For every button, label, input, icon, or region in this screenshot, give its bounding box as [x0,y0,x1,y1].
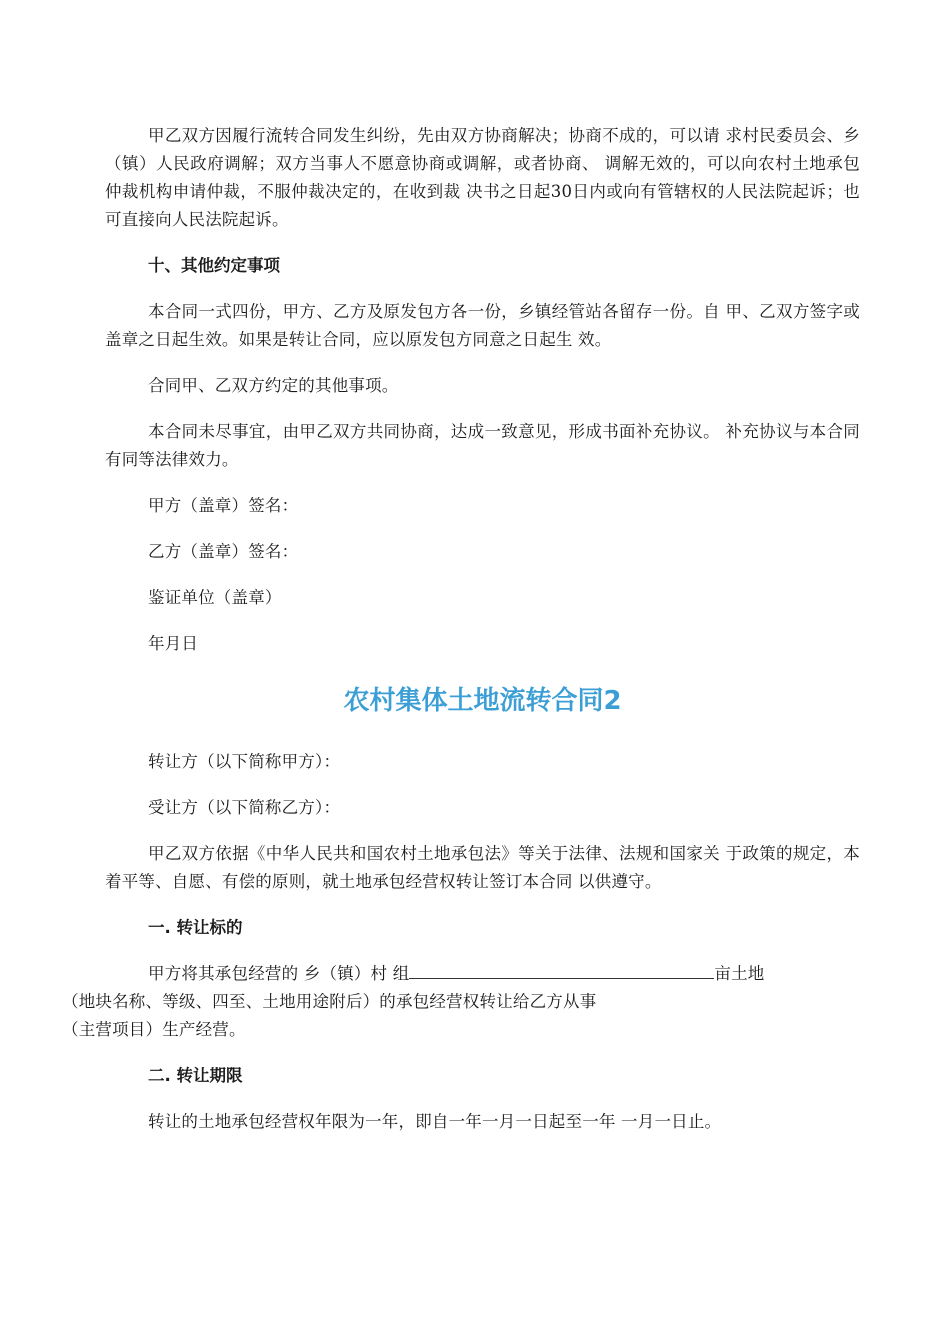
section-heading-transfer-object: 一. 转让标的 [148,918,243,937]
signature-witness: 鉴证单位（盖章） [148,588,282,607]
signature-date: 年月日 [148,634,199,653]
other-terms-paragraph: 合同甲、乙双方约定的其他事项。 [148,376,399,395]
transfer-term-paragraph: 转让的土地承包经营权年限为一年，即自一年一月一日起至一年 一月一日止。 [148,1112,722,1131]
dispute-paragraph: 甲乙双方因履行流转合同发生纠纷，先由双方协商解决；协商不成的，可以请 求村民委员会、乡（镇）人民政府调解；双方当事人不愿意协商或调解，或者协商、 调解无效的，可以向农村土地承包仲裁机构申请仲裁，不服仲裁决定的，在收到裁 决书之日起30日内或向有管辖权的人民法院起诉；也可直接向人民法院起诉。 [105,126,860,229]
transferee-line: 受让方（以下简称乙方）： [148,798,341,817]
document-page [62,122,860,1154]
signature-party-b: 乙方（盖章）签名： [148,542,299,561]
signature-party-a: 甲方（盖章）签名： [148,496,299,515]
copies-paragraph: 本合同一式四份，甲方、乙方及原发包方各一份，乡镇经管站各留存一份。自 甲、乙双方签字或盖章之日起生效。如果是转让合同，应以原发包方同意之日起生 效。 [105,302,860,349]
contract-2-title: 农村集体土地流转合同2 [343,686,622,716]
transfer-object-line2: （地块名称、等级、四至、土地用途附后）的承包经营权转让给乙方从事 [62,992,597,1011]
transfer-object-line1-prefix: 甲方将其承包经营的 乡（镇）村 组 [148,964,410,983]
blank-land-field [409,960,714,979]
section-heading-transfer-term: 二. 转让期限 [148,1066,243,1085]
supplement-paragraph: 本合同未尽事宜，由甲乙双方共同协商，达成一致意见，形成书面补充协议。 补充协议与本合同有同等法律效力。 [105,422,860,469]
section-heading-other-terms: 十、其他约定事项 [148,256,280,275]
transferor-line: 转让方（以下简称甲方）： [148,752,341,771]
transfer-object-line1-suffix: 亩土地 [714,964,765,983]
contract-2-intro: 甲乙双方依据《中华人民共和国农村土地承包法》等关于法律、法规和国家关 于政策的规定，本着平等、自愿、有偿的原则，就土地承包经营权转让签订本合同 以供遵守。 [105,844,860,891]
transfer-object-line3: （主营项目）生产经营。 [62,1020,246,1039]
transfer-object-paragraph [62,960,860,1044]
